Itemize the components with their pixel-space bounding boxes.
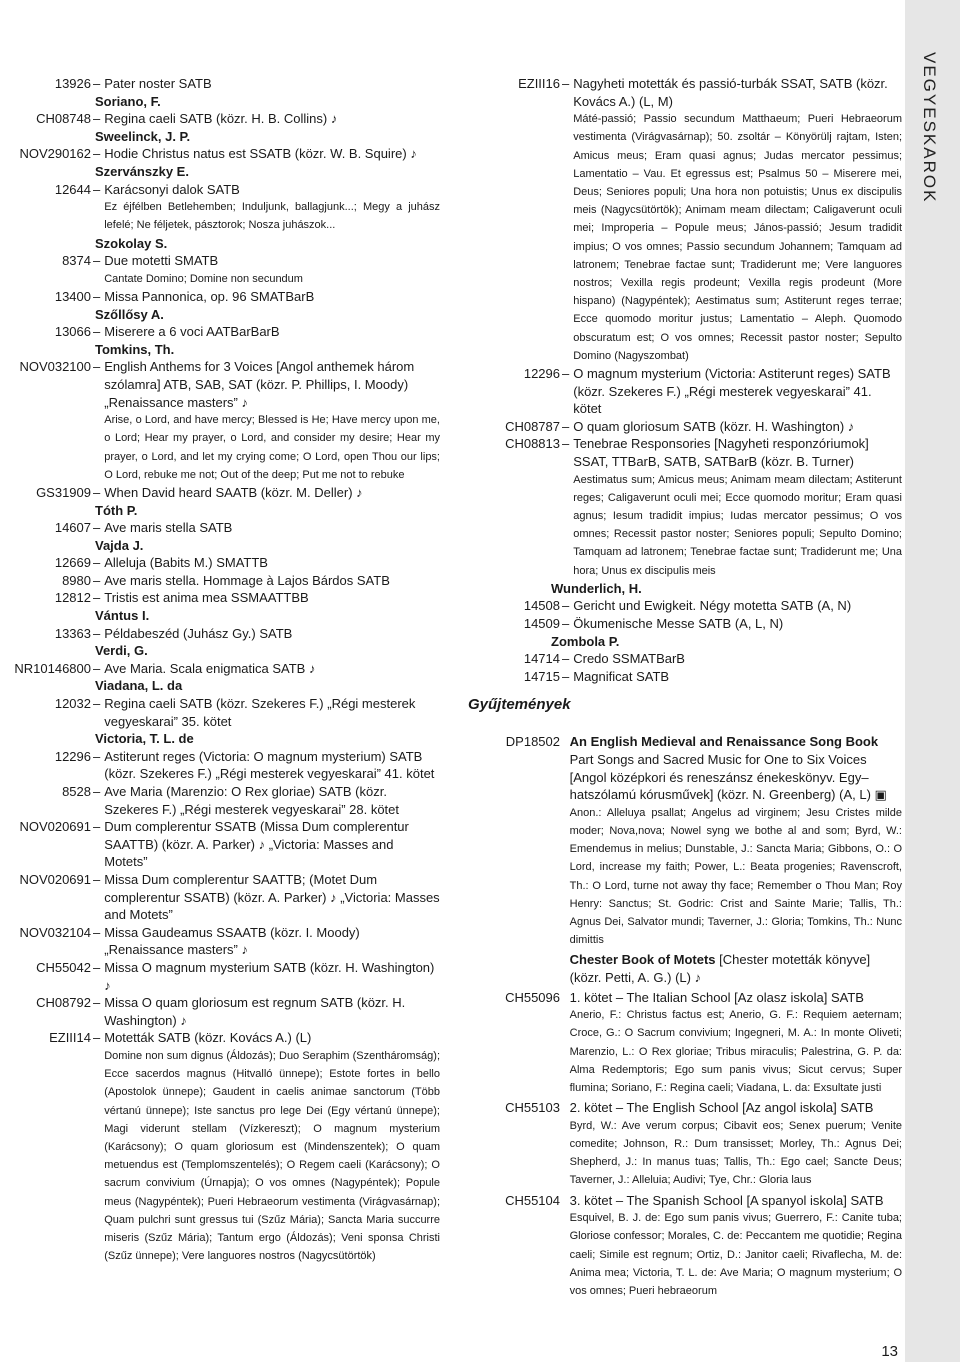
catalog-entry	[0, 660, 440, 678]
entry-body	[104, 519, 440, 537]
right-entries	[462, 75, 902, 685]
entry-body	[573, 418, 902, 436]
entry-body	[104, 695, 440, 730]
entry-body	[570, 1192, 902, 1301]
collection-heading	[570, 951, 902, 986]
catalog-code: EZIII14	[49, 1030, 91, 1046]
contents-list: Byrd, W.: Ave verum corpus; Cibavit eos; Senex puerum; Venite comedite; Johnson, R.: Dum transisset; Morley, Th.: Agnus Dei; Shepherd, J.: In manus tuas; Tallis, Th.: Ego cael; Sancte Deus; Taverner, J.: Alleluia; Audivi; Tye, Chr.: Gloria laus	[569, 1119, 902, 1187]
left-column	[0, 75, 440, 1265]
entry-title: Példabeszéd (Juhász Gy.) SATB	[104, 625, 293, 641]
catalog-entry	[0, 1029, 440, 1265]
dash-separator: –	[93, 484, 101, 500]
composer-name: Verdi, G.	[95, 643, 148, 659]
entry-title: Ave maris stella. Hommage à Lajos Bárdos SATB	[104, 572, 390, 588]
dash-separator: –	[93, 555, 101, 571]
dash-separator: –	[93, 324, 101, 340]
entry-body	[104, 924, 440, 959]
entry-title: Karácsonyi dalok SATB	[104, 181, 240, 197]
collection-description: 3. kötet – The Spanish School [A spanyol iskola] SATB	[569, 1192, 884, 1208]
entry-title: Tristis est anima mea SSMAATTBB	[104, 590, 309, 606]
catalog-entry	[0, 871, 440, 924]
entry-title: Miserere a 6 voci AATBarBarB	[104, 324, 280, 340]
catalog-entry	[0, 994, 440, 1029]
contents-list: Arise, o Lord, and have mercy; Blessed is He; Have mercy upon me, o Lord; Hear my prayer, o Lord, and consider my desire; Hear my prayer, o Lord, and let my crying come; O Lord, open Thou our lips; O Lord, rebuke me not; Out of the deep; Put me not to rebuke	[104, 414, 440, 481]
entry-body	[104, 1029, 440, 1265]
collection-entry	[462, 733, 902, 949]
entry-title: O quam gloriosum SATB (közr. H. Washington) ♪	[573, 418, 855, 434]
contents-list: Anon.: Alleluya psallat; Angelus ad virginem; Jesu Cristes milde moder; Nova,nova; Nowel syng we bothe al and som; Byrd, W.: Emendemus in melius; Dunstable, J.: Sancta Maria; Gibbons, O.: O Lord, increase my faith; Power, L.: Beata progenies; Ravenscroft, Th.: O Lord, turne not away thy face; Remember o Thou Man; Roy Henry: Sanctus; St. Godric: Crist and Sainte Marie; Tallis, Th.: Agnus Dei, Salvator mundi; Taverner, J.: Gloria; Tomkins, Th.: Nunc dimittis	[569, 806, 902, 947]
dash-separator: –	[562, 76, 570, 91]
dash-separator: –	[93, 924, 101, 940]
entry-title: Regina caeli SATB (közr. H. B. Collins) ♪	[104, 111, 338, 127]
catalog-code: 14509	[523, 616, 560, 631]
catalog-code: 8374	[62, 253, 91, 269]
catalog-entry	[0, 748, 440, 783]
collection-entry	[462, 989, 902, 1098]
entry-body	[104, 181, 440, 235]
dash-separator: –	[93, 660, 101, 676]
dash-separator: –	[93, 590, 101, 606]
entry-body	[104, 145, 440, 163]
catalog-code: 12669	[54, 555, 91, 571]
catalog-code: GS31909	[36, 484, 91, 500]
entry-body	[104, 589, 440, 607]
catalog-code: CH08787	[505, 418, 560, 434]
catalog-code: NOV032100	[19, 359, 91, 375]
entry-title: O magnum mysterium (Victoria: Astiterunt reges) SATB (közr. Szekeres F.) „Régi mesterek vegyeskarai” 41. kötet	[573, 366, 891, 417]
dash-spacer	[560, 1099, 570, 1117]
dash-separator: –	[562, 436, 570, 452]
catalog-code: CH55103	[505, 1100, 560, 1116]
catalog-entry	[0, 695, 440, 730]
section-heading-collections: Gyűjtemények	[468, 696, 571, 714]
entry-body	[104, 110, 440, 128]
entry-title: Motetták SATB (közr. Kovács A.) (L)	[104, 1030, 312, 1046]
entry-body	[104, 871, 440, 924]
catalog-code: CH08792	[36, 995, 91, 1011]
collection-title: An English Medieval and Renaissance Song Book	[569, 734, 879, 750]
catalog-code: 12296	[54, 748, 91, 764]
right-column	[462, 75, 902, 1302]
collection-heading	[570, 1192, 902, 1210]
collection-entry	[462, 1192, 902, 1301]
entry-title: Dum complerentur SSATB (Missa Dum complerentur SAATTB) (közr. A. Parker) ♪ „Victoria: Masses and Motets”	[104, 819, 409, 870]
catalog-entry	[462, 75, 902, 365]
dash-separator: –	[93, 288, 101, 304]
entry-title: Astiterunt reges (Victoria: O magnum mysterium) SATB (közr. Szekeres F.) „Régi mesterek vegyeskarai” 41. kötet	[104, 748, 435, 782]
collection-description: [Chester motetták könyve] (közr. Petti, A. G.) (L) ♪	[569, 952, 871, 985]
catalog-code: CH08748	[36, 111, 91, 127]
catalog-code: NOV020691	[19, 819, 91, 835]
catalog-code: 8528	[62, 784, 91, 800]
catalog-code: CH55096	[505, 989, 560, 1005]
contents-list: Domine non sum dignus (Áldozás); Duo Seraphim (Szentháromság); Ecce sacerdos magnus (Hitvalló ünnepe); Estote fortes in bello (Apostolok ünnepe); Gaudent in caelis animae sanctorum (Több vértanú ünnepe); Iste sanctus pro lege Dei (Egy vértanú ünnepe); Magi viderunt stellam (Vízkereszt); O magnum mysterium (Karácsony); O quam gloriosum est (Mindenszentek); O quam metuendus est (Templomszentelés); O Regem caeli (Karácsony); O sacrum convivium (Úrnapja); O vos omnes (Nagypéntek); Popule meus (Nagypéntek); Pueri Hebraeorum vestimenta (Virágvasárnap); Quam pulchri sunt gressus tui (Szűz Mária); Sancta Maria succurre miseris (Szűz Mária); Tantum ergo (Áldozás); Veni sponsa Christi (Szűz ünnepe); Vere languores nostros (Nagycsütörtök)	[104, 1049, 440, 1263]
contents-list: Anerio, F.: Christus factus est; Anerio, G. F.: Requiem aeternam; Croce, G.: O Sacrum convivium; Ingegneri, M. A.: In monte Oliveti; Marenzio, L.: O Rex gloriae; Tribus miraculis; Palestrina, G. P. da: Alma Redemptoris; Ego sum panis vivus; Sicut cervus; Super flumina; Soriano, F.: Regina caeli; Viadana, L. da: Exsultate justi	[569, 1009, 902, 1094]
entry-body	[573, 650, 902, 668]
catalog-entry	[462, 435, 902, 579]
dash-separator: –	[562, 598, 570, 614]
collection-description: Part Songs and Sacred Music for One to Six Voices [Angol középkori és reneszánsz énekeskönyv. Egy–hatszólamú kórusművek] (közr. N. Greenberg) (A, L) ▣	[569, 751, 887, 803]
entry-title: When David heard SAATB (közr. M. Deller) ♪	[104, 484, 363, 500]
catalog-entry	[0, 589, 440, 607]
catalog-entry	[0, 145, 440, 163]
catalog-entry	[462, 365, 902, 418]
dash-separator: –	[93, 76, 101, 91]
dash-separator: –	[93, 1030, 101, 1046]
catalog-entry	[0, 110, 440, 128]
composer-name: Wunderlich, H.	[551, 580, 642, 596]
catalog-entry	[0, 181, 440, 235]
catalog-code: NOV290162	[19, 146, 91, 162]
catalog-code: 13363	[54, 625, 91, 641]
page-number: 13	[881, 1343, 898, 1360]
entry-body	[104, 323, 440, 341]
dash-separator: –	[93, 995, 101, 1011]
composer-name: Vántus I.	[95, 608, 150, 624]
composer-name: Soriano, F.	[95, 93, 161, 109]
catalog-code: 14715	[523, 668, 560, 684]
dash-separator: –	[93, 748, 101, 764]
collection-entry	[462, 951, 902, 986]
composer-name: Victoria, T. L. de	[95, 731, 194, 747]
catalog-entry	[0, 625, 440, 643]
dash-separator: –	[562, 668, 570, 684]
entry-title: Missa Gaudeamus SSAATB (közr. I. Moody) „Renaissance masters” ♪	[104, 924, 360, 958]
dash-separator: –	[93, 111, 101, 127]
entry-body	[104, 252, 440, 288]
entry-body	[104, 994, 440, 1029]
catalog-code: 13400	[54, 288, 91, 304]
contents-list: Cantate Domino; Domine non secundum	[104, 272, 303, 285]
entry-title: Hodie Christus natus est SSATB (közr. W. B. Squire) ♪	[104, 146, 417, 162]
catalog-entry	[0, 783, 440, 818]
catalog-entry	[462, 650, 902, 668]
catalog-code: EZIII16	[518, 76, 560, 91]
entry-body	[573, 668, 902, 686]
catalog-code: 14607	[54, 520, 91, 536]
catalog-code: 13066	[54, 324, 91, 340]
catalog-entry	[0, 959, 440, 994]
catalog-code: NOV020691	[19, 871, 91, 887]
entry-body	[573, 435, 902, 579]
catalog-entry	[0, 484, 440, 502]
dash-separator: –	[93, 871, 101, 887]
composer-name: Tomkins, Th.	[95, 341, 175, 357]
entry-title: Tenebrae Responsories [Nagyheti responzóriumok] SSAT, TTBarB, SATB, SATBarB (közr. B. Turner)	[573, 436, 869, 469]
entry-body	[573, 365, 902, 418]
dash-spacer	[560, 951, 570, 969]
contents-list: Esquivel, B. J. de: Ego sum panis vivus; Guerrero, F.: Canite tuba; Gloriose confessor; Morales, C. de: Peccantem me quotidie; Regina caeli; Simile est regnum; Ortiz, D.: Janitor caeli; Rivaflecha, M. de: Anima mea; Victoria, T. L. de: Ave Maria; O magnum mysterium; O vos omnes; Pueri hebraeorum	[569, 1212, 902, 1297]
composer-name: Viadana, L. da	[95, 678, 183, 694]
composer-name: Szőllősy A.	[95, 306, 164, 322]
contents-list: Aestimatus sum; Amicus meus; Animam meam dilectam; Astiterunt reges; Caligaverunt oculi mei; Ecce quomodo moritur; Eram quasi agnus; Iesum tradidit impius; Iudas mercator pessimus; O vos omnes; Recessit pastor noster; Seniores populi; Sepulto Domino; Tamquam ad latronem; Tenebrae factae sunt; Tradiderunt me; Una hora; Unus ex discipulis meis	[573, 473, 902, 577]
dash-spacer	[560, 1192, 570, 1210]
catalog-entry	[0, 818, 440, 871]
catalog-code: 12296	[523, 366, 560, 382]
entry-title: Pater noster SATB	[104, 76, 212, 91]
collection-description: 2. kötet – The English School [Az angol iskola] SATB	[569, 1100, 874, 1116]
catalog-code: 14714	[523, 651, 560, 667]
collection-title: Chester Book of Motets	[569, 952, 716, 968]
catalog-entry	[462, 418, 902, 436]
catalog-entry	[0, 252, 440, 288]
catalog-entry	[462, 597, 902, 615]
catalog-code: NR10146800	[14, 660, 91, 676]
entry-title: Gericht und Ewigkeit. Négy motetta SATB (A, N)	[573, 598, 852, 614]
catalog-code: 12812	[54, 590, 91, 606]
entry-body	[573, 597, 902, 615]
entry-body	[573, 75, 902, 365]
entry-body	[104, 625, 440, 643]
entry-title: Nagyheti motetták és passió-turbák SSAT, SATB (közr. Kovács A.) (L, M)	[573, 76, 888, 109]
entry-body	[570, 1099, 902, 1189]
entry-title: Missa Dum complerentur SAATTB; (Motet Dum complerentur SSATB) (közr. A. Parker) ♪ „Victoria: Masses and Motets”	[104, 871, 440, 923]
contents-list: Ez éjfélben Betlehemben; Induljunk, ballagjunk...; Megy a juhász lefelé; Ne féljetek, pásztorok; Nosza juhászok...	[104, 201, 440, 232]
collection-heading	[570, 733, 902, 803]
entry-body	[104, 358, 440, 484]
dash-separator: –	[93, 520, 101, 536]
collection-heading	[570, 989, 902, 1007]
entry-body	[573, 615, 902, 633]
collection-heading	[570, 1099, 902, 1117]
catalog-entry	[462, 615, 902, 633]
entry-body	[570, 733, 902, 949]
entry-body	[104, 288, 440, 306]
dash-separator: –	[93, 359, 101, 375]
catalog-code: NOV032104	[19, 924, 91, 940]
contents-list: Máté-passió; Passio secundum Matthaeum; Pueri Hebraeorum vestimenta (Virágvasárnap); 50. zsoltár – Könyörülj rajtam, Isten; Amicus meus; Eram quasi agnus; Judas mercator pessimus; Lamentatio – Vau. Et egressus est; Psalmus 50 – Miserere mei, Deus; Seniores populi; Una hora non potuistis; Unus ex discipulis meis (Nagycsütörtök); Animam meam dilectam; Caligaverunt oculi mei; Improperia – Popule meus; János-passió; Jesum tradidit impius; O vos omnes; Passio secundum Johannem; Tamquam ad latronem; Tenebrae factae sunt; Tradiderunt me; Vere languores nostros; Vexilla regis prodeunt; Vexilla regis prodeunt (More hispano) (Nagypéntek); Aestimatus sum; Astiterunt reges terrae; Ecce quomodo moritur justus; Lamentatio – Aleph. Quomodo obscuratum est; O vos omnes; Recessit pastor noster; Sepulto Domino (Nagyszombat)	[573, 113, 902, 362]
catalog-entry	[0, 323, 440, 341]
dash-separator: –	[562, 418, 570, 434]
entry-title: Due motetti SMATB	[104, 253, 219, 269]
dash-spacer	[560, 733, 570, 751]
entry-title: Credo SSMATBarB	[573, 651, 685, 667]
catalog-code: CH08813	[505, 436, 560, 452]
composer-name: Vajda J.	[95, 537, 144, 553]
dash-separator: –	[93, 253, 101, 269]
entry-body	[570, 951, 902, 986]
entry-body	[104, 75, 440, 93]
entry-title: Ökumenische Messe SATB (A, L, N)	[573, 616, 784, 631]
entry-body	[104, 748, 440, 783]
dash-separator: –	[93, 181, 101, 197]
catalog-entry	[0, 519, 440, 537]
collection-entry	[462, 1099, 902, 1189]
catalog-code: 14508	[523, 598, 560, 614]
composer-name: Szervánszky E.	[95, 163, 189, 179]
dash-separator: –	[93, 146, 101, 162]
composer-name: Tóth P.	[95, 502, 138, 518]
side-tab	[905, 0, 960, 1362]
entry-title: Ave Maria. Scala enigmatica SATB ♪	[104, 660, 316, 676]
dash-separator: –	[562, 616, 570, 631]
collections-list	[462, 733, 902, 1300]
collection-description: 1. kötet – The Italian School [Az olasz iskola] SATB	[569, 989, 864, 1005]
entry-title: Missa Pannonica, op. 96 SMATBarB	[104, 288, 315, 304]
catalog-entry	[462, 668, 902, 686]
catalog-code: 12644	[54, 181, 91, 197]
entry-title: English Anthems for 3 Voices [Angol anthemek három szólamra] ATB, SAB, SAT (közr. P. Phillips, I. Moody) „Renaissance masters” ♪	[104, 359, 415, 410]
dash-spacer	[560, 989, 570, 1007]
entry-body	[104, 554, 440, 572]
dash-separator: –	[93, 696, 101, 712]
entry-title: Missa O magnum mysterium SATB (közr. H. Washington) ♪	[104, 959, 435, 993]
entry-body	[104, 959, 440, 994]
dash-separator: –	[93, 784, 101, 800]
catalog-code: CH55104	[505, 1192, 560, 1208]
dash-separator: –	[93, 959, 101, 975]
catalog-code: 13926	[54, 76, 91, 91]
entry-title: Missa O quam gloriosum est regnum SATB (közr. H. Washington) ♪	[104, 995, 406, 1028]
entry-body	[104, 484, 440, 502]
entry-body	[104, 572, 440, 590]
entry-title: Ave maris stella SATB	[104, 520, 233, 536]
catalog-entry	[0, 288, 440, 306]
dash-separator: –	[93, 572, 101, 588]
entry-title: Regina caeli SATB (közr. Szekeres F.) „Régi mesterek vegyeskarai” 35. kötet	[104, 696, 416, 729]
catalog-entry	[0, 572, 440, 590]
entry-body	[104, 818, 440, 871]
catalog-code: DP18502	[505, 734, 560, 750]
entry-title: Magnificat SATB	[573, 668, 670, 684]
catalog-code: 12032	[54, 696, 91, 712]
entry-body	[104, 660, 440, 678]
entry-title: Ave Maria (Marenzio: O Rex gloriae) SATB (közr. Szekeres F.) „Régi mesterek vegyeskarai” 28. kötet	[104, 784, 400, 817]
catalog-entry	[0, 554, 440, 572]
catalog-code: CH55042	[36, 959, 91, 975]
composer-name: Zombola P.	[551, 633, 620, 649]
catalog-code: 8980	[62, 572, 91, 588]
entry-body	[104, 783, 440, 818]
entry-title: Alleluja (Babits M.) SMATTB	[104, 555, 268, 571]
composer-name: Sweelinck, J. P.	[95, 128, 191, 144]
entry-body	[570, 989, 902, 1098]
dash-separator: –	[93, 819, 101, 835]
composer-name: Szokolay S.	[95, 235, 168, 251]
dash-separator: –	[562, 366, 570, 382]
dash-separator: –	[93, 625, 101, 641]
catalog-entry	[0, 75, 440, 93]
catalog-entry	[0, 924, 440, 959]
side-tab-label: VEGYESKAROK	[920, 52, 939, 204]
catalog-entry	[0, 358, 440, 484]
dash-separator: –	[562, 651, 570, 667]
